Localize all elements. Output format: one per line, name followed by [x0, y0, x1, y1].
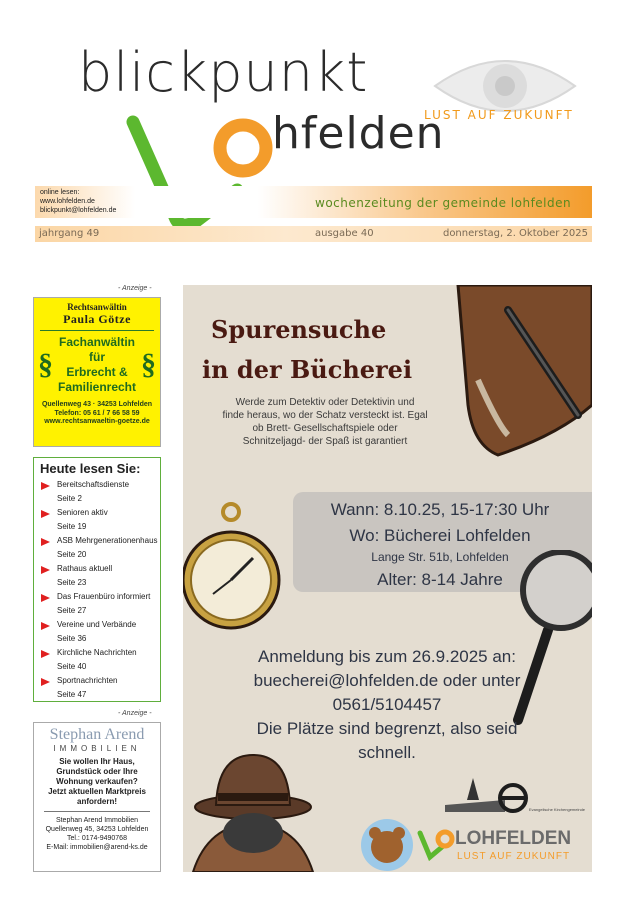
online-line: online lesen:: [40, 189, 80, 196]
arrow-right-icon: [41, 622, 50, 630]
contact-line: Stephan Arend Immobilien: [55, 817, 139, 824]
toc-item-label: Senioren aktiv: [57, 508, 108, 517]
event-where: Wo: Bücherei Lohfelden: [349, 526, 531, 545]
bear-mascot-icon: [358, 817, 416, 872]
toc-item[interactable]: [34, 536, 160, 564]
pitch-line: Wohnung verkaufen?: [56, 777, 138, 786]
event-poster: [183, 285, 592, 872]
masthead-title-top: blickpunkt: [78, 41, 369, 104]
toc-item-page: Seite 40: [57, 662, 87, 671]
arrow-right-icon: [41, 594, 50, 602]
jahrgang: jahrgang 49: [39, 228, 100, 239]
lohfelden-logo-slogan: LUST AUF ZUKUNFT: [457, 851, 571, 862]
issue-info-band: [35, 226, 592, 242]
event-age: Alter: 8-14 Jahre: [377, 570, 503, 589]
arrow-right-icon: [41, 678, 50, 686]
pitch-line: Jetzt aktuellen Marktpreis: [48, 787, 146, 796]
pocket-watch-icon: [183, 500, 283, 640]
toc-item-page: Seite 23: [57, 578, 87, 587]
lohfelden-logo-name: LOHFELDEN: [455, 828, 572, 849]
lawyer-divider: [40, 330, 154, 331]
table-of-contents: [33, 457, 161, 702]
immo-brand: Stephan Arend: [49, 726, 145, 743]
toc-item[interactable]: [34, 676, 160, 704]
toc-item[interactable]: [34, 480, 160, 508]
anzeige-label: - Anzeige -: [118, 285, 152, 292]
church-label: Evangelische Kirchengemeinde: [529, 807, 586, 812]
toc-item-label: Vereine und Verbände: [57, 620, 137, 629]
desc-line: ob Brett- Gesellschaftspiele oder: [252, 423, 398, 434]
contact-phone: Tel.: 0174-9490768: [67, 835, 127, 842]
poster-title-line1: Spurensuche: [211, 315, 387, 344]
lawyer-address: [34, 401, 160, 427]
address-line: Quellenweg 43 · 34253 Lohfelden: [41, 401, 153, 408]
toc-item-page: Seite 27: [57, 606, 87, 615]
event-when: Wann: 8.10.25, 15-17:30 Uhr: [330, 500, 550, 519]
masthead-slogan: LUST AUF ZUKUNFT: [424, 108, 574, 122]
toc-item-label: Das Frauenbüro informiert: [57, 592, 151, 601]
toc-item[interactable]: [34, 620, 160, 648]
lawyer-title: Rechtsanwältin: [67, 302, 127, 312]
lawyer-ad[interactable]: [33, 297, 161, 447]
immo-divider: [44, 811, 150, 812]
specialty-line: für: [89, 350, 105, 364]
toc-heading: Heute lesen Sie:: [40, 461, 141, 476]
arrow-right-icon: [41, 650, 50, 658]
registration-note: Die Plätze sind begrenzt, also seid: [256, 719, 518, 738]
detective-icon: [188, 745, 318, 872]
notebook-icon: [438, 285, 592, 460]
immo-brand-sub: IMMOBILIEN: [53, 744, 141, 753]
registration-note-end: schnell.: [358, 743, 416, 762]
pitch-line: Grundstück oder Ihre: [56, 767, 138, 776]
registration-phone: 0561/5104457: [332, 695, 442, 714]
toc-item[interactable]: [34, 508, 160, 536]
lawyer-specialty: [34, 335, 160, 395]
desc-line: Schnitzeljagd- der Spaß ist garantiert: [242, 436, 408, 447]
phone-line: Telefon: 05 61 / 7 66 58 59: [54, 409, 140, 417]
masthead-tagline: wochenzeitung der gemeinde lohfelden: [315, 196, 572, 210]
masthead-title-bottom: hfelden: [272, 108, 445, 159]
immo-contact: [34, 816, 160, 852]
toc-item-page: Seite 20: [57, 550, 87, 559]
paragraph-icon: §: [141, 348, 156, 381]
specialty-line: Erbrecht &: [66, 365, 128, 379]
toc-item-page: Seite 2: [57, 494, 82, 503]
specialty-line: Fachanwältin: [58, 335, 135, 349]
lohfelden-logo-mark: [125, 112, 285, 242]
anzeige-label: - Anzeige -: [118, 710, 152, 717]
church-logo: [445, 770, 585, 820]
immo-pitch: [34, 757, 160, 807]
toc-item-label: ASB Mehrgenerationenhaus: [57, 536, 158, 545]
issue-date: donnerstag, 2. Oktober 2025: [442, 228, 588, 239]
arrow-right-icon: [41, 538, 50, 546]
toc-item-label: Sportnachrichten: [57, 676, 118, 685]
event-address: Lange Str. 51b, Lohfelden: [371, 550, 509, 564]
poster-description: [195, 396, 455, 448]
arrow-right-icon: [41, 566, 50, 574]
toc-item-label: Rathaus aktuell: [57, 564, 113, 573]
desc-line: Werde zum Detektiv oder Detektivin und: [235, 397, 415, 408]
toc-item-page: Seite 19: [57, 522, 87, 531]
poster-title-line2: in der Bücherei: [202, 355, 413, 384]
toc-item-label: Bereitschaftsdienste: [57, 480, 130, 489]
toc-item[interactable]: [34, 564, 160, 592]
real-estate-ad[interactable]: [33, 722, 161, 872]
registration-email[interactable]: buecherei@lohfelden.de oder unter: [253, 671, 521, 690]
online-email-link[interactable]: blickpunkt@lohfelden.de: [40, 207, 117, 214]
online-website-link[interactable]: www.lohfelden.de: [40, 198, 95, 205]
arrow-right-icon: [41, 482, 50, 490]
website-link[interactable]: www.rechtsanwaeltin-goetze.de: [44, 418, 150, 425]
lawyer-name: Paula Götze: [63, 312, 131, 326]
paragraph-icon: §: [38, 348, 53, 381]
pitch-line: anfordern!: [77, 797, 117, 806]
toc-item-page: Seite 36: [57, 634, 87, 643]
online-info: [40, 188, 116, 215]
toc-item[interactable]: [34, 592, 160, 620]
lohfelden-logo-icon: [416, 825, 456, 865]
contact-line: Quellenweg 45, 34253 Lohfelden: [45, 826, 149, 833]
toc-item[interactable]: [34, 648, 160, 676]
toc-item-page: Seite 47: [57, 690, 87, 699]
contact-email-link[interactable]: E-Mail: immobilien@arend-ks.de: [46, 844, 148, 851]
specialty-line: Familienrecht: [57, 380, 137, 394]
toc-item-label: Kirchliche Nachrichten: [57, 648, 137, 657]
ausgabe: ausgabe 40: [315, 228, 374, 239]
arrow-right-icon: [41, 510, 50, 518]
pitch-line: Sie wollen Ihr Haus,: [59, 757, 135, 766]
registration-line: Anmeldung bis zum 26.9.2025 an:: [257, 647, 516, 666]
desc-line: finde heraus, wo der Schatz versteckt ist. Egal: [222, 410, 428, 421]
